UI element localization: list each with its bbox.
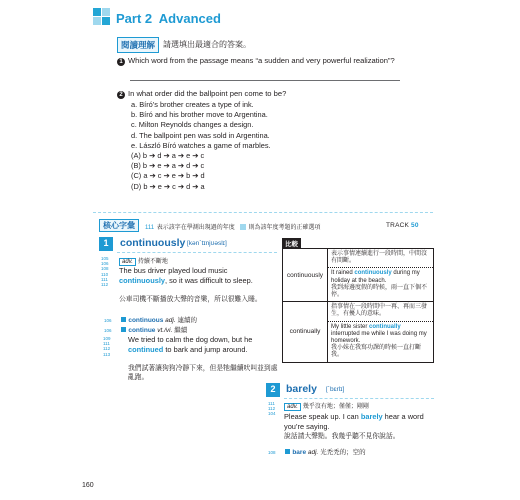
question-2-number: 2 — [117, 91, 125, 99]
part-label: Part — [116, 11, 142, 26]
example-text: during my holiday at the beach. — [331, 270, 420, 284]
word-2-underline — [284, 398, 434, 399]
compare-row — [283, 302, 434, 362]
statement-c: c. Milton Reynolds changes a design. — [131, 120, 254, 130]
example-text: We tried to calm the dog down, but he — [128, 335, 253, 344]
year: 104 — [268, 411, 276, 417]
derivative-word: continuous — [128, 317, 164, 324]
derivative-word: bare — [292, 449, 307, 456]
legend-box-icon — [240, 224, 246, 230]
statement-list — [131, 100, 271, 192]
year: 111 — [268, 401, 275, 406]
example-text: It rained — [331, 270, 355, 277]
example-highlight: continued — [128, 344, 164, 354]
year: 108 — [101, 266, 109, 272]
track-label — [386, 222, 419, 229]
option-b[interactable]: (B) b ➔ e ➔ a ➔ d ➔ c — [131, 161, 205, 171]
year: 110 — [101, 271, 109, 277]
reading-instruction: 請選填出最適合的答案。 — [163, 40, 251, 49]
header-square-icon-1 — [93, 8, 101, 16]
statement-e: e. László Bíró watches a game of marbles. — [131, 140, 271, 150]
year: 112 — [103, 346, 111, 352]
word-1-number: 1 — [103, 238, 109, 248]
derivative-bare — [268, 447, 366, 456]
compare-cell — [328, 302, 434, 362]
compare-definition: 指事情在一段時間中一再、再而三發生，有擾人的意味。 — [331, 304, 428, 318]
word-1-ipa: [kənˋtɪnjʊəslɪ] — [187, 240, 227, 247]
page-title — [116, 11, 221, 26]
question-1-answer-line[interactable] — [130, 80, 400, 81]
example-highlight: continuously — [354, 270, 392, 277]
word-1-example — [119, 266, 269, 285]
derivative-word: continue — [128, 327, 156, 334]
year: 112 — [101, 282, 109, 288]
example-text: The bus driver played loud music — [119, 266, 228, 275]
word-1-example-2-translation: 我們試著讓狗狗冷靜下來，但是牠繼續吠叫並到處亂跑。 — [128, 365, 278, 381]
question-1-number: 1 — [117, 58, 125, 66]
square-bullet-icon — [285, 449, 290, 454]
year: 111 — [103, 341, 110, 347]
example-text: My little sister — [331, 323, 370, 330]
question-2-text: In what order did the ballpoint pen come to be? — [128, 89, 287, 98]
derivative-pos: adj. — [165, 317, 176, 324]
word-1-meaning: 持續不斷地 — [137, 259, 168, 265]
track-text: TRACK — [386, 222, 410, 229]
example-text: hear a word you’re saying. — [284, 412, 424, 431]
word-1-example-translation: 公車司機不斷播放大聲的音樂，所以很難入睡。 — [119, 296, 262, 303]
year: 109 — [103, 336, 111, 341]
track-number: 50 — [411, 222, 419, 229]
word-1-headword: continuously — [120, 237, 186, 249]
example-highlight: continuously — [119, 275, 165, 285]
compare-header: 比較 — [282, 238, 301, 249]
example-text: , so it was difficult to sleep. — [165, 275, 253, 285]
word-1-pos — [119, 256, 168, 266]
section-divider — [93, 212, 433, 213]
derivative-pos: vt./vi. — [157, 327, 173, 334]
legend-year-text: 表示該字在學測出現過的年度 — [156, 225, 235, 231]
example-highlight: continually — [369, 323, 401, 330]
compare-cell — [328, 249, 434, 302]
word-2-example — [284, 412, 434, 431]
year: 105 — [101, 256, 109, 261]
compare-word: continuously — [283, 249, 328, 302]
legend-year-label: 111 — [145, 225, 155, 231]
square-bullet-icon — [121, 327, 126, 332]
word-2-headword: barely — [286, 383, 317, 395]
example-text: interrupted me while I was doing my homework. — [331, 330, 427, 345]
dotted-divider — [328, 267, 433, 268]
part-name: Advanced — [158, 11, 221, 26]
derivative-meaning: 繼續 — [174, 327, 188, 334]
header-square-icon-3 — [93, 17, 101, 25]
derivative-continue — [104, 325, 187, 334]
year: 112 — [268, 406, 276, 412]
word-2-pos — [284, 401, 369, 411]
option-a[interactable]: (A) b ➔ d ➔ a ➔ e ➔ c — [131, 151, 205, 161]
word-2-pos-tag: adv. — [284, 403, 301, 411]
word-1-example-2 — [128, 335, 278, 354]
example-text: to bark and jump around. — [163, 344, 248, 354]
compare-example-translation: 我小妹在我寫功課的時候一直打斷我。 — [331, 345, 422, 359]
legend-box-text: 則為該年度考題的正確選項 — [248, 225, 321, 231]
dotted-divider — [328, 321, 433, 322]
word-2-ipa: [ˋbɛrlɪ] — [326, 386, 345, 393]
example-text: Please speak up. I can — [284, 412, 361, 421]
question-1-text: Which word from the passage means “a sudden and very powerful realization”? — [128, 56, 395, 65]
statement-d: d. The ballpoint pen was sold in Argentina. — [131, 130, 270, 140]
header-square-icon-2 — [102, 8, 110, 16]
compare-row — [283, 249, 434, 302]
word-1-pos-tag: adv. — [119, 258, 136, 266]
word-2-years — [268, 401, 276, 417]
question-2 — [117, 89, 417, 99]
word-1-years — [101, 256, 109, 287]
square-bullet-icon — [121, 317, 126, 322]
word-2-meaning: 幾乎沒有地；僅僅；剛剛 — [302, 404, 369, 410]
compare-example-translation: 我到海邊度假的時候，雨一直下個不停。 — [331, 284, 428, 299]
question-1 — [117, 56, 417, 66]
example-highlight: barely — [360, 412, 383, 421]
compare-definition: 表示事情連續進行一段時間，中間沒有間斷。 — [331, 251, 428, 265]
derivative-year: 108 — [268, 450, 276, 455]
word-1-years-2 — [103, 336, 111, 357]
year: 111 — [101, 276, 108, 282]
statement-b: b. Bíró and his brother move to Argentina. — [131, 110, 268, 120]
word-2-number: 2 — [270, 384, 276, 394]
legend — [145, 222, 321, 231]
page-number: 160 — [82, 482, 94, 489]
derivative-pos: adj. — [307, 449, 319, 456]
year: 113 — [103, 351, 111, 357]
part-number: 2 — [144, 11, 153, 26]
word-1-underline — [117, 252, 277, 253]
compare-example — [331, 270, 430, 284]
compare-table — [282, 248, 434, 363]
derivative-continuous — [104, 315, 197, 324]
core-vocabulary-tag: 核心字彙 — [99, 219, 139, 232]
header-square-icon-4 — [102, 17, 110, 25]
derivative-meaning: 連續的 — [177, 317, 197, 324]
year: 106 — [101, 261, 109, 267]
derivative-year: 106 — [104, 328, 112, 333]
option-c[interactable]: (C) a ➔ c ➔ e ➔ b ➔ d — [131, 171, 205, 181]
derivative-meaning: 光禿禿的；空的 — [320, 449, 366, 456]
reading-comprehension-tag: 閱讀理解 — [117, 37, 159, 53]
word-2-example-translation: 說話請大聲點。我幾乎聽不見你說話。 — [284, 433, 400, 440]
compare-word: continually — [283, 302, 328, 362]
statement-a: a. Bíró’s brother creates a type of ink. — [131, 100, 254, 109]
compare-example — [331, 324, 430, 346]
derivative-year: 106 — [104, 318, 112, 323]
option-d[interactable]: (D) b ➔ e ➔ c ➔ d ➔ a — [131, 181, 205, 191]
